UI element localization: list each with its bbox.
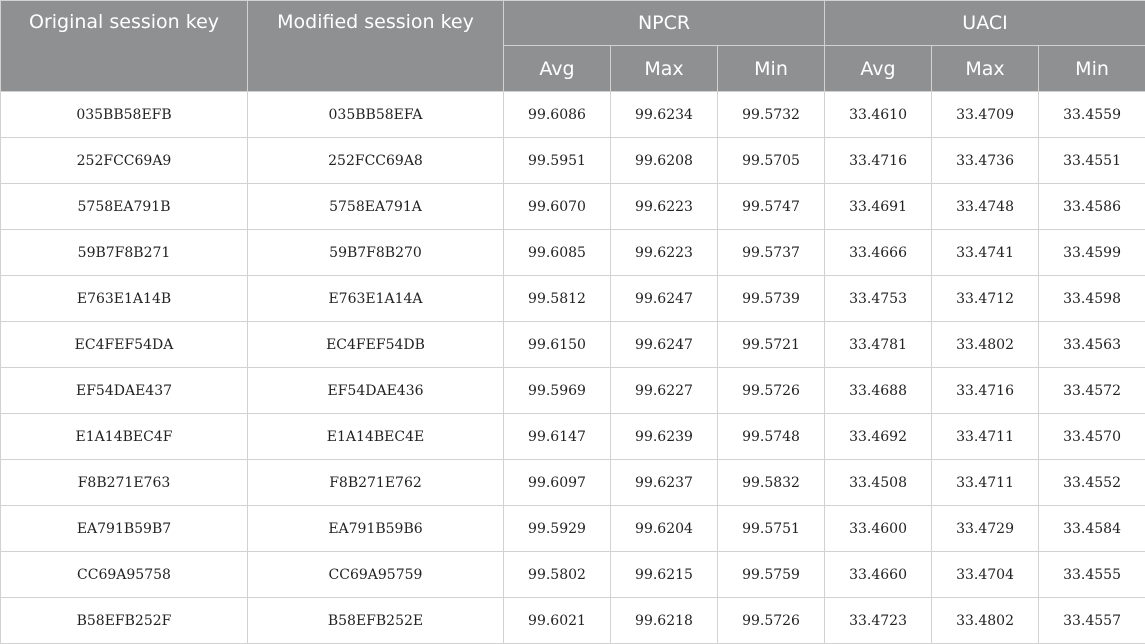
cell-uaci-max: 33.4704: [932, 552, 1039, 598]
cell-npcr-min: 99.5705: [718, 138, 825, 184]
table-row: [1, 598, 1145, 644]
cell-npcr-min: 99.5732: [718, 92, 825, 138]
cell-npcr-max: 99.6223: [611, 184, 718, 230]
header-npcr: NPCR: [504, 1, 825, 46]
cell-uaci-max: 33.4802: [932, 598, 1039, 644]
cell-uaci-avg: 33.4610: [825, 92, 932, 138]
cell-original-key: 252FCC69A9: [1, 138, 248, 184]
cell-original-key: EF54DAE437: [1, 368, 248, 414]
cell-original-key: E1A14BEC4F: [1, 414, 248, 460]
cell-original-key: 5758EA791B: [1, 184, 248, 230]
cell-npcr-min: 99.5748: [718, 414, 825, 460]
cell-npcr-max: 99.6218: [611, 598, 718, 644]
cell-uaci-max: 33.4741: [932, 230, 1039, 276]
cell-npcr-avg: 99.6097: [504, 460, 611, 506]
table-body: [1, 92, 1145, 644]
cell-npcr-min: 99.5726: [718, 598, 825, 644]
cell-modified-key: EF54DAE436: [248, 368, 504, 414]
cell-modified-key: 035BB58EFA: [248, 92, 504, 138]
cell-uaci-avg: 33.4723: [825, 598, 932, 644]
cell-uaci-max: 33.4802: [932, 322, 1039, 368]
table-row: [1, 506, 1145, 552]
cell-uaci-min: 33.4584: [1039, 506, 1145, 552]
table-row: [1, 276, 1145, 322]
cell-uaci-avg: 33.4716: [825, 138, 932, 184]
cell-npcr-max: 99.6237: [611, 460, 718, 506]
cell-npcr-avg: 99.6085: [504, 230, 611, 276]
table-row: [1, 138, 1145, 184]
cell-uaci-min: 33.4555: [1039, 552, 1145, 598]
cell-npcr-avg: 99.6150: [504, 322, 611, 368]
cell-npcr-max: 99.6247: [611, 322, 718, 368]
cell-modified-key: EC4FEF54DB: [248, 322, 504, 368]
cell-npcr-avg: 99.5951: [504, 138, 611, 184]
table-row: [1, 414, 1145, 460]
cell-uaci-min: 33.4586: [1039, 184, 1145, 230]
cell-npcr-max: 99.6208: [611, 138, 718, 184]
cell-uaci-min: 33.4572: [1039, 368, 1145, 414]
cell-original-key: B58EFB252F: [1, 598, 248, 644]
cell-uaci-min: 33.4557: [1039, 598, 1145, 644]
cell-uaci-avg: 33.4753: [825, 276, 932, 322]
table-row: [1, 92, 1145, 138]
table-row: [1, 552, 1145, 598]
cell-uaci-max: 33.4711: [932, 414, 1039, 460]
table-row: [1, 322, 1145, 368]
cell-npcr-min: 99.5759: [718, 552, 825, 598]
table-row: [1, 460, 1145, 506]
cell-npcr-max: 99.6215: [611, 552, 718, 598]
cell-modified-key: CC69A95759: [248, 552, 504, 598]
cell-uaci-avg: 33.4781: [825, 322, 932, 368]
header-modified-key: Modified session key: [248, 1, 504, 92]
cell-modified-key: 252FCC69A8: [248, 138, 504, 184]
cell-npcr-avg: 99.6086: [504, 92, 611, 138]
cell-npcr-min: 99.5726: [718, 368, 825, 414]
cell-uaci-avg: 33.4692: [825, 414, 932, 460]
cell-npcr-min: 99.5721: [718, 322, 825, 368]
cell-uaci-max: 33.4748: [932, 184, 1039, 230]
cell-original-key: EC4FEF54DA: [1, 322, 248, 368]
cell-npcr-max: 99.6223: [611, 230, 718, 276]
cell-uaci-max: 33.4716: [932, 368, 1039, 414]
cell-uaci-min: 33.4563: [1039, 322, 1145, 368]
cell-modified-key: E1A14BEC4E: [248, 414, 504, 460]
table-row: [1, 368, 1145, 414]
cell-npcr-min: 99.5737: [718, 230, 825, 276]
cell-uaci-max: 33.4736: [932, 138, 1039, 184]
cell-npcr-min: 99.5747: [718, 184, 825, 230]
cell-npcr-min: 99.5739: [718, 276, 825, 322]
cell-uaci-max: 33.4729: [932, 506, 1039, 552]
cell-uaci-min: 33.4570: [1039, 414, 1145, 460]
cell-original-key: E763E1A14B: [1, 276, 248, 322]
cell-original-key: 035BB58EFB: [1, 92, 248, 138]
cell-original-key: 59B7F8B271: [1, 230, 248, 276]
cell-npcr-min: 99.5751: [718, 506, 825, 552]
header-uaci: UACI: [825, 1, 1145, 46]
cell-uaci-avg: 33.4688: [825, 368, 932, 414]
cell-npcr-max: 99.6227: [611, 368, 718, 414]
cell-uaci-min: 33.4552: [1039, 460, 1145, 506]
header-original-key: Original session key: [1, 1, 248, 92]
cell-original-key: CC69A95758: [1, 552, 248, 598]
cell-npcr-max: 99.6234: [611, 92, 718, 138]
cell-modified-key: F8B271E762: [248, 460, 504, 506]
cell-modified-key: 5758EA791A: [248, 184, 504, 230]
cell-uaci-max: 33.4709: [932, 92, 1039, 138]
cell-original-key: EA791B59B7: [1, 506, 248, 552]
cell-modified-key: E763E1A14A: [248, 276, 504, 322]
cell-modified-key: EA791B59B6: [248, 506, 504, 552]
subheader-uaci-max: Max: [932, 46, 1039, 92]
cell-uaci-avg: 33.4508: [825, 460, 932, 506]
subheader-uaci-avg: Avg: [825, 46, 932, 92]
subheader-npcr-avg: Avg: [504, 46, 611, 92]
subheader-npcr-min: Min: [718, 46, 825, 92]
subheader-uaci-min: Min: [1039, 46, 1145, 92]
cell-npcr-max: 99.6247: [611, 276, 718, 322]
table-header: [1, 1, 1145, 92]
cell-npcr-avg: 99.5802: [504, 552, 611, 598]
cell-npcr-avg: 99.6070: [504, 184, 611, 230]
cell-npcr-avg: 99.5812: [504, 276, 611, 322]
cell-npcr-avg: 99.6147: [504, 414, 611, 460]
subheader-npcr-max: Max: [611, 46, 718, 92]
cell-npcr-avg: 99.5969: [504, 368, 611, 414]
cell-uaci-avg: 33.4600: [825, 506, 932, 552]
cell-npcr-max: 99.6204: [611, 506, 718, 552]
cell-npcr-avg: 99.6021: [504, 598, 611, 644]
cell-uaci-min: 33.4559: [1039, 92, 1145, 138]
header-row: [1, 1, 1145, 46]
cell-uaci-avg: 33.4691: [825, 184, 932, 230]
table-row: [1, 184, 1145, 230]
cell-uaci-min: 33.4598: [1039, 276, 1145, 322]
cell-uaci-max: 33.4711: [932, 460, 1039, 506]
cell-modified-key: 59B7F8B270: [248, 230, 504, 276]
cell-uaci-max: 33.4712: [932, 276, 1039, 322]
cell-uaci-avg: 33.4666: [825, 230, 932, 276]
cell-npcr-min: 99.5832: [718, 460, 825, 506]
cell-npcr-max: 99.6239: [611, 414, 718, 460]
table-row: [1, 230, 1145, 276]
cell-uaci-avg: 33.4660: [825, 552, 932, 598]
cell-npcr-avg: 99.5929: [504, 506, 611, 552]
cell-modified-key: B58EFB252E: [248, 598, 504, 644]
cell-uaci-min: 33.4551: [1039, 138, 1145, 184]
cell-uaci-min: 33.4599: [1039, 230, 1145, 276]
cell-original-key: F8B271E763: [1, 460, 248, 506]
